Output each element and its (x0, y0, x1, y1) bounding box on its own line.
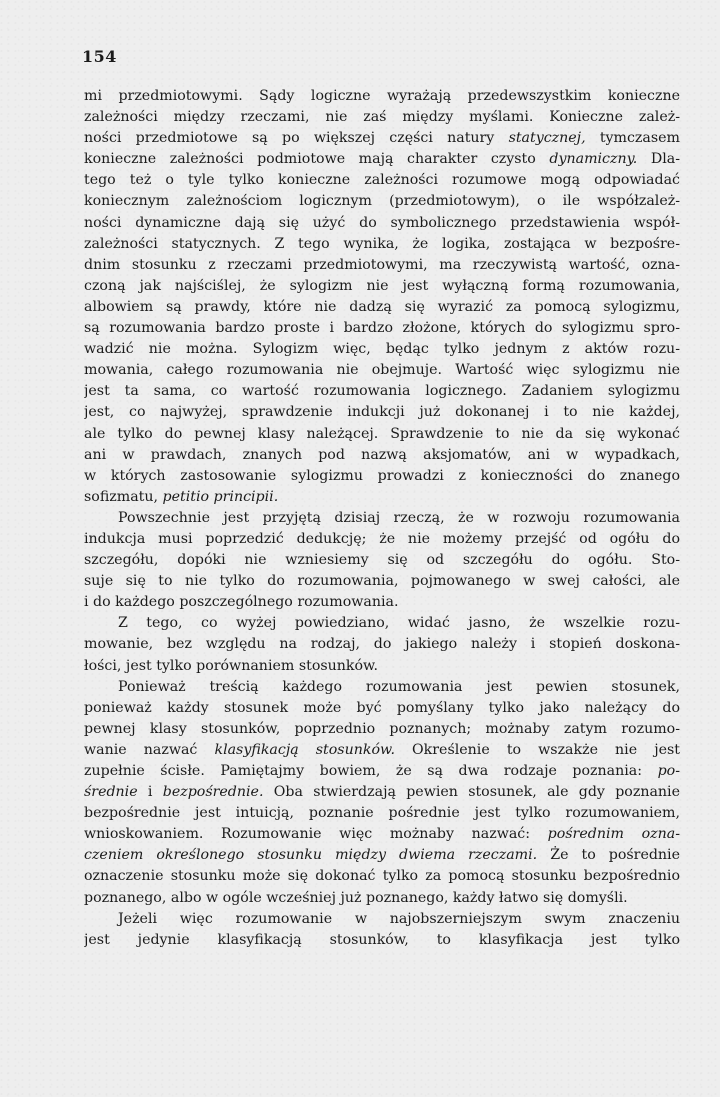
text-segment: ani w prawdach, znanych pod nazwą aksjomatów, ani w wypadkach, (84, 446, 680, 463)
text-line (84, 803, 680, 824)
text-segment: w których zastosowanie sylogizmu prowadzi z konieczności do znanego (84, 467, 680, 484)
text-segment: zupełnie ścisłe. Pamiętajmy bowiem, że są dwa rodzaje poznania: (84, 763, 658, 779)
text-line (84, 402, 680, 423)
text-line (84, 613, 680, 634)
text-segment: Z tego, co wyżej powiedziano, widać jasno, że wszelkie rozu- (118, 615, 680, 632)
text-line (84, 909, 680, 930)
italic-text: petitio principii. (162, 488, 279, 505)
text-segment: konieczne zależności podmiotowe mają charakter czysto (84, 151, 550, 168)
text-segment: sofizmatu, (84, 488, 163, 505)
text-segment: Dla- (637, 151, 680, 168)
text-segment: pewnej klasy stosunków, poprzednio poznanych; możnaby zatym rozumo- (84, 720, 680, 737)
text-segment: i do każdego poszczególnego rozumowania. (84, 594, 399, 611)
text-segment: tego też o tyle tylko konieczne zależności rozumowe mogą odpowiadać (84, 172, 680, 189)
italic-text: pośrednim ozna- (547, 826, 680, 843)
text-line (84, 424, 680, 445)
text-line (84, 782, 680, 803)
text-line (84, 381, 680, 402)
text-segment: ności dynamiczne dają się użyć do symbolicznego przedstawienia współ- (84, 214, 680, 231)
text-line (84, 740, 680, 761)
text-segment: poznanego, albo w ogóle wcześniej już poznanego, każdy łatwo się domyśli. (84, 889, 628, 906)
italic-text: średnie (84, 784, 138, 801)
italic-text: po- (657, 763, 680, 779)
text-line (84, 761, 680, 782)
text-line (84, 170, 680, 191)
text-line (84, 866, 680, 887)
text-line (84, 276, 680, 297)
body-text (84, 86, 680, 951)
text-segment: ale tylko do pewnej klasy należącej. Sprawdzenie to nie da się wykonać (84, 425, 680, 442)
text-segment: Że to pośrednie (537, 847, 680, 864)
text-line (84, 191, 680, 212)
text-line (84, 297, 680, 318)
text-line (84, 550, 680, 571)
text-line (84, 719, 680, 740)
text-segment: szczegółu, dopóki nie wzniesiemy się od szczegółu do ogółu. Sto- (84, 552, 680, 569)
text-line (84, 255, 680, 276)
text-segment: są rozumowania bardzo proste i bardzo złożone, których do sylogizmu spro- (84, 320, 680, 337)
italic-text: dynamiczny. (549, 151, 638, 168)
text-segment: mowania, całego rozumowania nie obejmuje. Wartość więc sylogizmu nie (84, 362, 680, 379)
text-line (84, 445, 680, 466)
text-segment: Oba stwierdzają pewien stosunek, ale gdy poznanie (263, 784, 680, 801)
text-segment: albowiem są prawdy, które nie dadzą się wyrazić za pomocą sylogizmu, (84, 298, 680, 315)
text-segment: wnioskowaniem. Rozumowanie więc możnaby nazwać: (84, 826, 548, 843)
text-segment: Ponieważ treścią każdego rozumowania jest pewien stosunek, (118, 678, 680, 695)
text-line (84, 529, 680, 550)
text-segment: koniecznym zależnościom logicznym (przedmiotowym), o ile współzależ- (84, 193, 680, 210)
text-line (84, 128, 680, 149)
text-line (84, 487, 680, 508)
text-line (84, 234, 680, 255)
italic-text: bezpośrednie. (162, 784, 264, 801)
text-line (84, 656, 680, 677)
text-segment: jest jedynie klasyfikacją stosunków, to klasyfikacja jest tylko (84, 931, 680, 948)
text-segment: jest, co najwyżej, sprawdzenie indukcji już dokonanej i to nie każdej, (84, 404, 680, 421)
text-line (84, 86, 680, 107)
text-segment: mowanie, bez względu na rodzaj, do jakiego należy i stopień doskona- (84, 636, 680, 653)
text-line (84, 149, 680, 170)
italic-text: czeniem określonego stosunku między dwiema rzeczami. (84, 847, 538, 864)
italic-text: statycznej, (508, 130, 586, 147)
text-segment: ponieważ każdy stosunek może być pomyślany tylko jako należący do (84, 699, 680, 716)
text-line (84, 824, 680, 845)
text-line (84, 930, 680, 951)
text-segment: Jeżeli więc rozumowanie w najobszerniejszym swym znaczeniu (118, 910, 680, 927)
text-segment: oznaczenie stosunku może się dokonać tylko za pomocą stosunku bezpośrednio (84, 868, 680, 885)
text-segment: indukcja musi poprzedzić dedukcję; że nie możemy przejść od ogółu do (84, 530, 680, 547)
text-segment: jest ta sama, co wartość rozumowania logicznego. Zadaniem sylogizmu (84, 383, 680, 400)
text-line (84, 360, 680, 381)
text-segment: bezpośrednie jest intuicją, poznanie pośrednie jest tylko rozumowaniem, (84, 805, 680, 822)
text-line (84, 318, 680, 339)
text-line (84, 845, 680, 866)
text-line (84, 213, 680, 234)
text-line (84, 592, 680, 613)
text-line (84, 698, 680, 719)
text-segment: zależności statycznych. Z tego wynika, że logika, zostająca w bezpośre- (84, 235, 680, 252)
text-line (84, 508, 680, 529)
text-line (84, 107, 680, 128)
text-segment: wanie nazwać (84, 741, 215, 758)
text-segment: zależności między rzeczami, nie zaś między myślami. Konieczne zależ- (84, 109, 680, 126)
text-segment: wadzić nie można. Sylogizm więc, będąc tylko jednym z aktów rozu- (84, 341, 680, 358)
text-segment: Powszechnie jest przyjętą dzisiaj rzeczą, że w rozwoju rozumowania (118, 509, 680, 526)
text-line (84, 466, 680, 487)
text-line (84, 571, 680, 592)
text-segment: czoną jak najściślej, że sylogizm nie jest wyłączną formą rozumowania, (84, 277, 680, 294)
text-segment: dnim stosunku z rzeczami przedmiotowymi, ma rzeczywistą wartość, ozna- (84, 256, 680, 273)
text-line (84, 339, 680, 360)
text-line (84, 634, 680, 655)
text-segment: suje się to nie tylko do rozumowania, pojmowanego w swej całości, ale (84, 573, 680, 590)
text-line (84, 677, 680, 698)
text-segment: i (137, 784, 163, 801)
text-segment: ności przedmiotowe są po większej części natury (84, 130, 509, 147)
text-line (84, 888, 680, 909)
page-number: 154 (82, 47, 117, 66)
text-segment: tymczasem (585, 130, 680, 147)
text-segment: Określenie to wszakże nie jest (394, 741, 680, 758)
text-segment: mi przedmiotowymi. Sądy logiczne wyrażają przedewszystkim konieczne (84, 88, 680, 104)
italic-text: klasyfikacją stosunków. (214, 741, 395, 758)
text-segment: łości, jest tylko porównaniem stosunków. (84, 657, 379, 674)
